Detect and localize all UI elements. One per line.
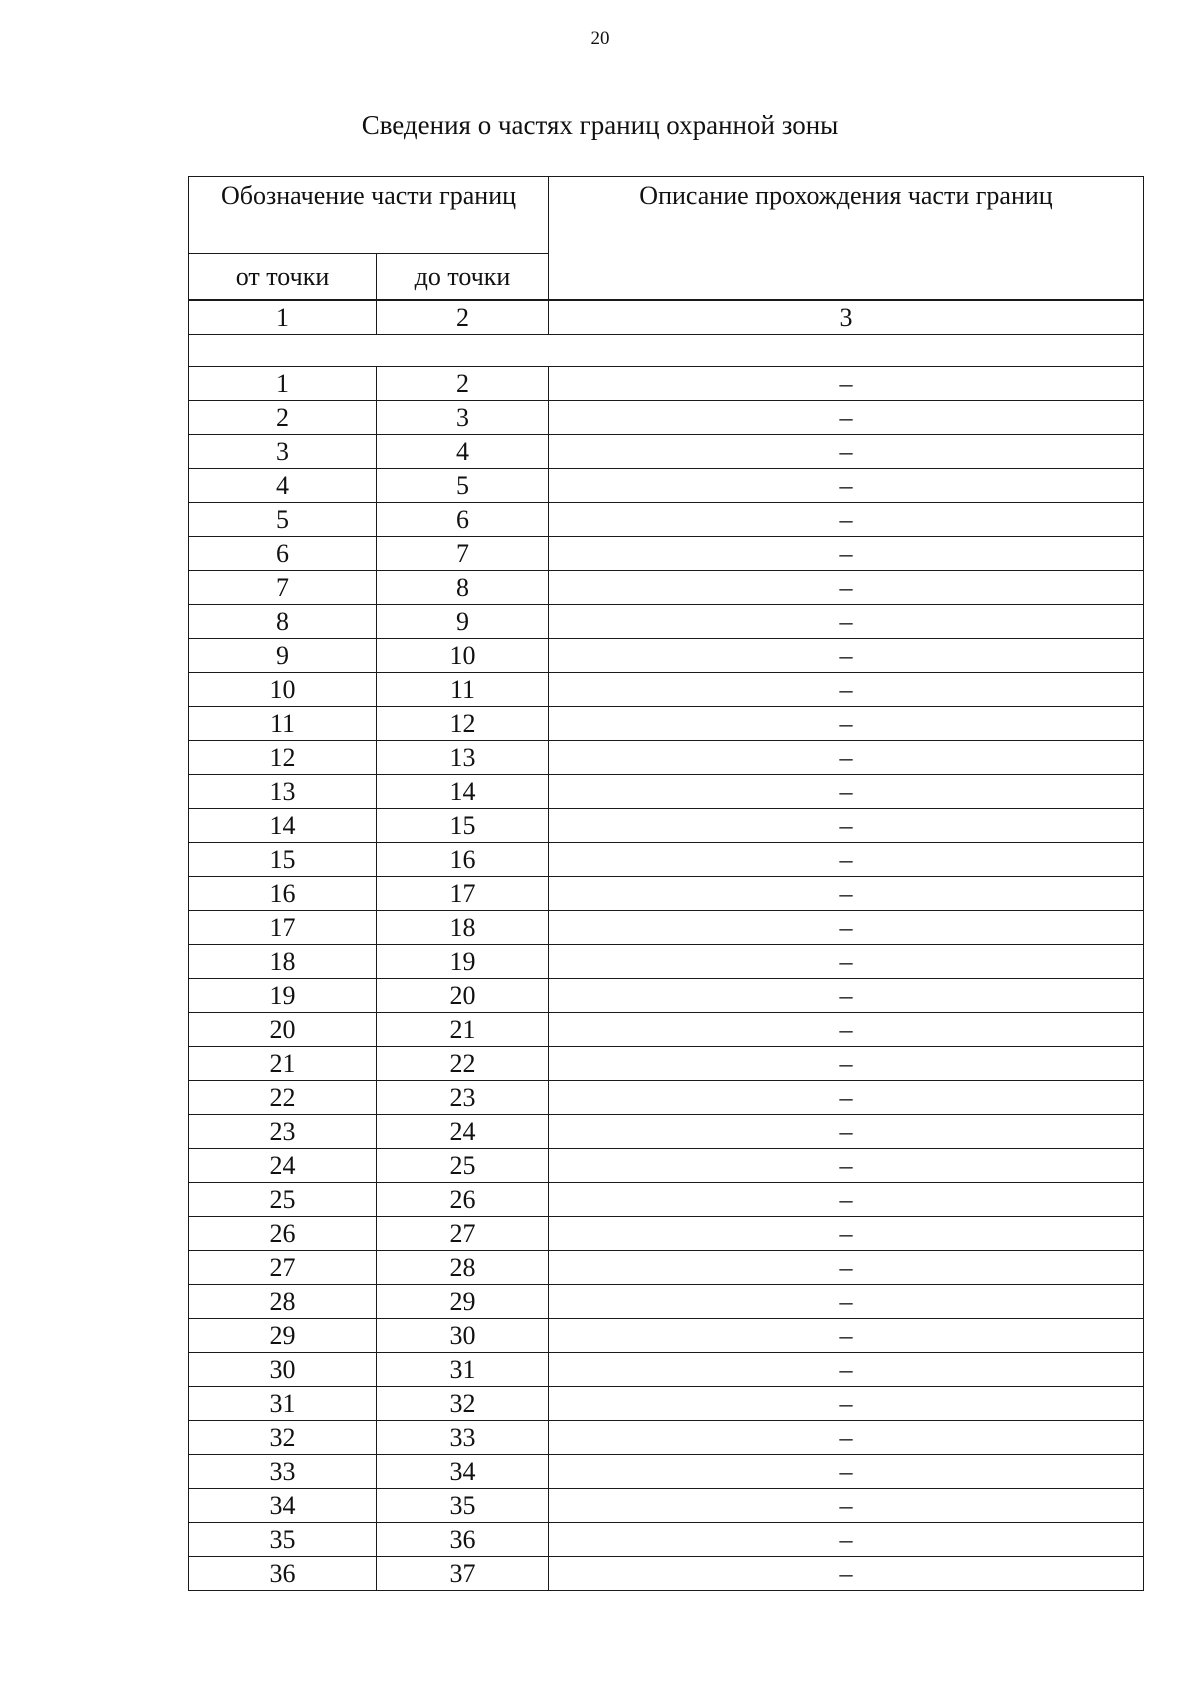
from-point-cell: 34 [189, 1489, 377, 1523]
table-row [189, 469, 1144, 503]
from-point-cell: 27 [189, 1251, 377, 1285]
from-point-cell: 6 [189, 537, 377, 571]
table-row [189, 1081, 1144, 1115]
from-point-cell: 11 [189, 707, 377, 741]
to-point-cell: 21 [377, 1013, 549, 1047]
description-cell: – [549, 775, 1144, 809]
table-row [189, 1387, 1144, 1421]
description-cell: – [549, 1115, 1144, 1149]
from-point-cell: 12 [189, 741, 377, 775]
description-header: Описание прохождения части границ [549, 177, 1144, 301]
to-point-cell: 7 [377, 537, 549, 571]
to-point-cell: 6 [377, 503, 549, 537]
description-cell: – [549, 1523, 1144, 1557]
from-point-cell: 18 [189, 945, 377, 979]
column-number-row [189, 300, 1144, 335]
from-point-cell: 10 [189, 673, 377, 707]
table-row [189, 1013, 1144, 1047]
table-row [189, 843, 1144, 877]
from-point-cell: 19 [189, 979, 377, 1013]
to-point-cell: 31 [377, 1353, 549, 1387]
to-point-cell: 34 [377, 1455, 549, 1489]
description-cell: – [549, 1047, 1144, 1081]
from-point-header: от точки [189, 254, 377, 301]
table-header-row [189, 177, 1144, 254]
from-point-cell: 16 [189, 877, 377, 911]
from-point-cell: 31 [189, 1387, 377, 1421]
description-cell: – [549, 1319, 1144, 1353]
to-point-cell: 16 [377, 843, 549, 877]
to-point-cell: 35 [377, 1489, 549, 1523]
to-point-cell: 32 [377, 1387, 549, 1421]
description-cell: – [549, 843, 1144, 877]
description-cell: – [549, 1421, 1144, 1455]
from-point-cell: 30 [189, 1353, 377, 1387]
description-cell: – [549, 571, 1144, 605]
to-point-cell: 3 [377, 401, 549, 435]
to-point-cell: 14 [377, 775, 549, 809]
description-cell: – [549, 1353, 1144, 1387]
to-point-cell: 20 [377, 979, 549, 1013]
column-number: 3 [549, 300, 1144, 335]
table-row [189, 673, 1144, 707]
table-row [189, 1455, 1144, 1489]
description-cell: – [549, 469, 1144, 503]
from-point-cell: 3 [189, 435, 377, 469]
to-point-cell: 27 [377, 1217, 549, 1251]
to-point-cell: 12 [377, 707, 549, 741]
blank-cell [189, 335, 1144, 367]
description-cell: – [549, 537, 1144, 571]
description-cell: – [549, 809, 1144, 843]
blank-row [189, 335, 1144, 367]
description-cell: – [549, 1251, 1144, 1285]
to-point-cell: 10 [377, 639, 549, 673]
table-row [189, 707, 1144, 741]
boundary-parts-table [188, 176, 1144, 1591]
table-row [189, 1251, 1144, 1285]
to-point-cell: 8 [377, 571, 549, 605]
from-point-cell: 29 [189, 1319, 377, 1353]
page-number: 20 [590, 28, 610, 49]
from-point-cell: 22 [189, 1081, 377, 1115]
to-point-cell: 29 [377, 1285, 549, 1319]
from-point-cell: 14 [189, 809, 377, 843]
table-row [189, 1523, 1144, 1557]
table-row [189, 1183, 1144, 1217]
table-row [189, 741, 1144, 775]
table-row [189, 537, 1144, 571]
description-cell: – [549, 639, 1144, 673]
to-point-cell: 13 [377, 741, 549, 775]
description-cell: – [549, 435, 1144, 469]
to-point-cell: 19 [377, 945, 549, 979]
table-row [189, 911, 1144, 945]
description-cell: – [549, 401, 1144, 435]
to-point-header: до точки [377, 254, 549, 301]
description-cell: – [549, 1217, 1144, 1251]
from-point-cell: 25 [189, 1183, 377, 1217]
from-point-cell: 5 [189, 503, 377, 537]
to-point-cell: 37 [377, 1557, 549, 1591]
description-cell: – [549, 605, 1144, 639]
table-row [189, 1285, 1144, 1319]
from-point-cell: 23 [189, 1115, 377, 1149]
description-cell: – [549, 503, 1144, 537]
table-row [189, 605, 1144, 639]
from-point-cell: 17 [189, 911, 377, 945]
to-point-cell: 36 [377, 1523, 549, 1557]
from-point-cell: 33 [189, 1455, 377, 1489]
description-cell: – [549, 741, 1144, 775]
from-point-cell: 13 [189, 775, 377, 809]
description-cell: – [549, 979, 1144, 1013]
description-cell: – [549, 1183, 1144, 1217]
to-point-cell: 26 [377, 1183, 549, 1217]
column-number: 1 [189, 300, 377, 335]
to-point-cell: 25 [377, 1149, 549, 1183]
table-row [189, 571, 1144, 605]
from-point-cell: 15 [189, 843, 377, 877]
designation-header: Обозначение части границ [189, 177, 549, 254]
from-point-cell: 4 [189, 469, 377, 503]
column-number: 2 [377, 300, 549, 335]
description-cell: – [549, 1455, 1144, 1489]
description-cell: – [549, 1285, 1144, 1319]
table-row [189, 1421, 1144, 1455]
to-point-cell: 28 [377, 1251, 549, 1285]
table-row [189, 639, 1144, 673]
table-row [189, 1557, 1144, 1591]
to-point-cell: 30 [377, 1319, 549, 1353]
from-point-cell: 1 [189, 367, 377, 401]
from-point-cell: 32 [189, 1421, 377, 1455]
to-point-cell: 22 [377, 1047, 549, 1081]
description-cell: – [549, 673, 1144, 707]
description-cell: – [549, 911, 1144, 945]
from-point-cell: 2 [189, 401, 377, 435]
from-point-cell: 35 [189, 1523, 377, 1557]
to-point-cell: 24 [377, 1115, 549, 1149]
table-row [189, 1217, 1144, 1251]
to-point-cell: 23 [377, 1081, 549, 1115]
description-cell: – [549, 1489, 1144, 1523]
table-row [189, 979, 1144, 1013]
description-cell: – [549, 877, 1144, 911]
table-row [189, 775, 1144, 809]
table-row [189, 1149, 1144, 1183]
table-row [189, 401, 1144, 435]
from-point-cell: 24 [189, 1149, 377, 1183]
description-cell: – [549, 1149, 1144, 1183]
table-row [189, 503, 1144, 537]
description-cell: – [549, 1557, 1144, 1591]
from-point-cell: 36 [189, 1557, 377, 1591]
table-row [189, 1353, 1144, 1387]
table-row [189, 435, 1144, 469]
table-row [189, 1489, 1144, 1523]
from-point-cell: 8 [189, 605, 377, 639]
to-point-cell: 2 [377, 367, 549, 401]
to-point-cell: 5 [377, 469, 549, 503]
table-row [189, 1319, 1144, 1353]
to-point-cell: 4 [377, 435, 549, 469]
to-point-cell: 9 [377, 605, 549, 639]
from-point-cell: 7 [189, 571, 377, 605]
table-row [189, 877, 1144, 911]
table-row [189, 367, 1144, 401]
table-row [189, 945, 1144, 979]
from-point-cell: 26 [189, 1217, 377, 1251]
from-point-cell: 21 [189, 1047, 377, 1081]
to-point-cell: 33 [377, 1421, 549, 1455]
description-cell: – [549, 367, 1144, 401]
to-point-cell: 17 [377, 877, 549, 911]
description-cell: – [549, 1387, 1144, 1421]
document-title: Сведения о частях границ охранной зоны [361, 110, 839, 140]
to-point-cell: 15 [377, 809, 549, 843]
description-cell: – [549, 1013, 1144, 1047]
from-point-cell: 9 [189, 639, 377, 673]
description-cell: – [549, 1081, 1144, 1115]
table-row [189, 809, 1144, 843]
from-point-cell: 20 [189, 1013, 377, 1047]
to-point-cell: 18 [377, 911, 549, 945]
from-point-cell: 28 [189, 1285, 377, 1319]
table-row [189, 1047, 1144, 1081]
description-cell: – [549, 945, 1144, 979]
to-point-cell: 11 [377, 673, 549, 707]
table-row [189, 1115, 1144, 1149]
description-cell: – [549, 707, 1144, 741]
